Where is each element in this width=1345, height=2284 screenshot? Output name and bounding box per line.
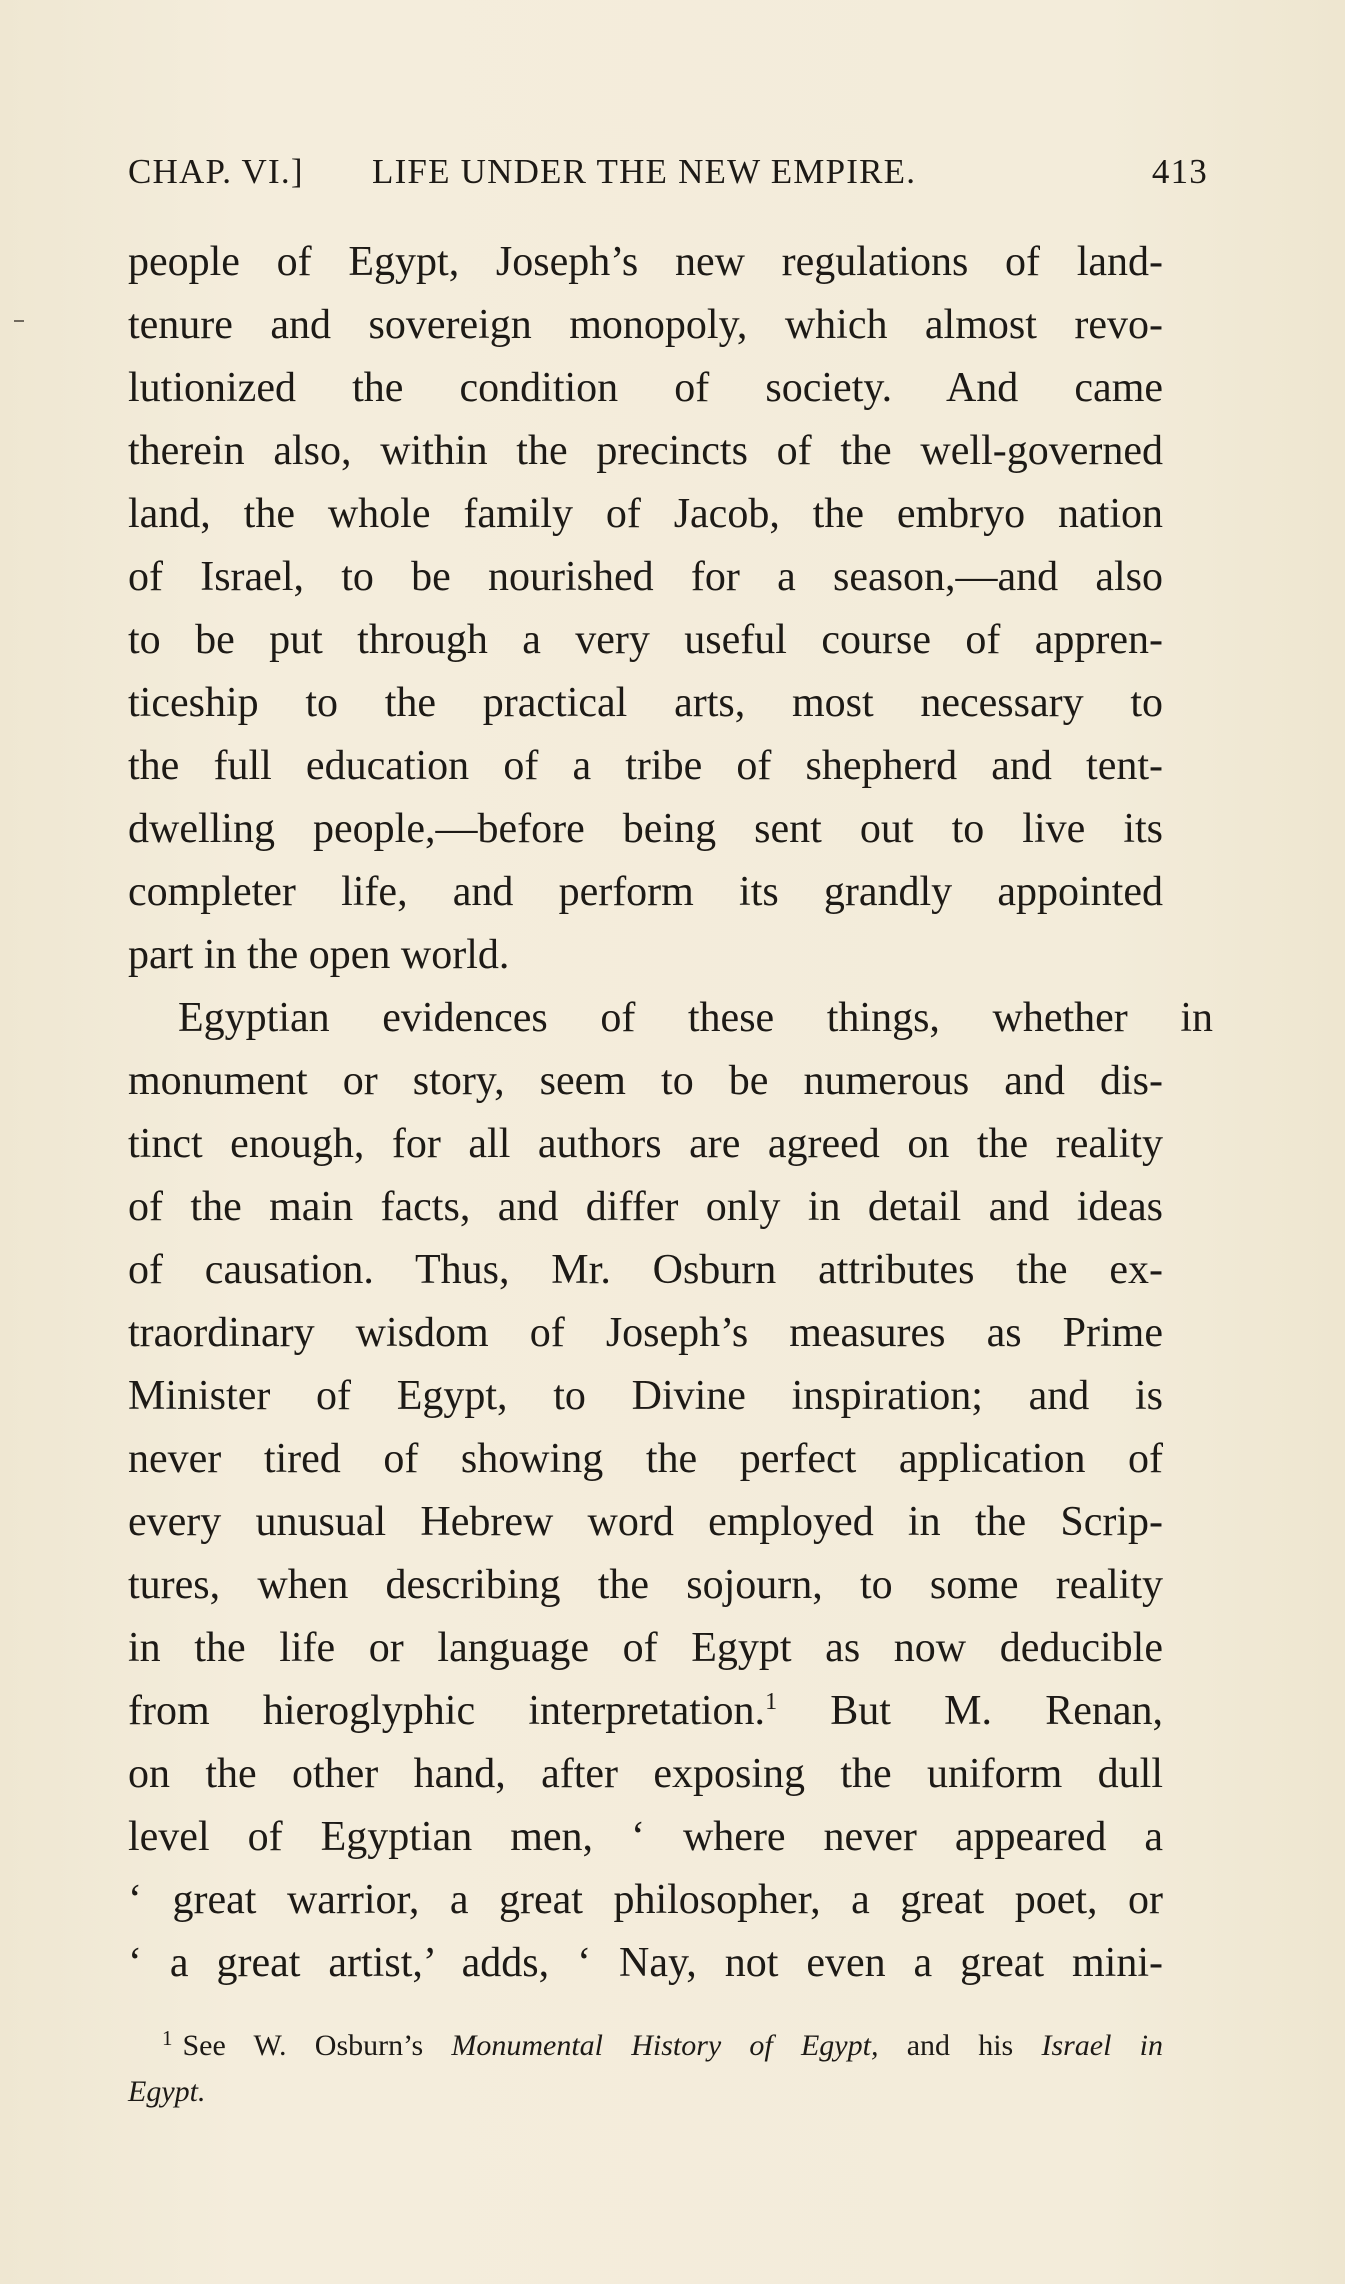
body-line: on the other hand, after exposing the uniform dull xyxy=(128,1751,1163,1797)
body-line: of causation. Thus, Mr. Osburn attributes the ex- xyxy=(128,1247,1163,1293)
body-line: Minister of Egypt, to Divine inspiration; and is xyxy=(128,1373,1163,1419)
body-line: tures, when describing the sojourn, to some reality xyxy=(128,1562,1163,1608)
footnote-title: Monumental History of Egypt, xyxy=(451,2029,879,2062)
paragraph-end-line: part in the open world. xyxy=(128,932,510,978)
footnote-marker: 1 xyxy=(162,2026,173,2050)
footnote-reference: 1 xyxy=(765,1689,778,1715)
footnote-title: Egypt. xyxy=(128,2075,206,2108)
body-line: to be put through a very useful course of appren- xyxy=(128,617,1163,663)
body-line: of Israel, to be nourished for a season,—and also xyxy=(128,554,1163,600)
footnote-line xyxy=(128,2023,1163,2069)
body-line: tenure and sovereign monopoly, which almost revo- xyxy=(128,302,1163,348)
body-line: every unusual Hebrew word employed in the Scrip- xyxy=(128,1499,1163,1545)
body-line: therein also, within the precincts of the well-governed xyxy=(128,428,1163,474)
body-line-part: from hieroglyphic interpretation. xyxy=(128,1688,766,1734)
footnote-text: See W. Osburn’s xyxy=(182,2029,452,2062)
footnote-title: Israel in xyxy=(1041,2029,1164,2062)
running-header xyxy=(128,142,1208,202)
body-line: lutionized the condition of society. And came xyxy=(128,365,1163,411)
paragraph-start-line: Egyptian evidences of these things, whether in xyxy=(178,995,1213,1041)
running-title: LIFE UNDER THE NEW EMPIRE. xyxy=(372,152,917,191)
page-number: 413 xyxy=(1151,152,1208,191)
footnote-text: and his xyxy=(878,2029,1042,2062)
body-line: level of Egyptian men, ‘ where never appeared a xyxy=(128,1814,1163,1860)
body-line: dwelling people,—before being sent out to live its xyxy=(128,806,1163,852)
body-line-part: But M. Renan, xyxy=(830,1688,1163,1734)
body-line: land, the whole family of Jacob, the embryo nation xyxy=(128,491,1163,537)
body-line: never tired of showing the perfect application of xyxy=(128,1436,1163,1482)
body-line: ticeship to the practical arts, most necessary to xyxy=(128,680,1163,726)
body-line: people of Egypt, Joseph’s new regulations of land- xyxy=(128,239,1163,285)
body-line: the full education of a tribe of shepherd and tent- xyxy=(128,743,1163,789)
chapter-label: CHAP. VI.] xyxy=(128,152,304,191)
body-line: in the life or language of Egypt as now deducible xyxy=(128,1625,1163,1671)
body-line: of the main facts, and differ only in detail and ideas xyxy=(128,1184,1163,1230)
margin-mark xyxy=(14,320,24,322)
body-line: ‘ great warrior, a great philosopher, a great poet, or xyxy=(128,1877,1163,1923)
footnote-line xyxy=(128,2069,1163,2115)
body-line: completer life, and perform its grandly appointed xyxy=(128,869,1163,915)
body-line: ‘ a great artist,’ adds, ‘ Nay, not even a great mini- xyxy=(128,1940,1163,1986)
body-line: traordinary wisdom of Joseph’s measures as Prime xyxy=(128,1310,1163,1356)
body-line-with-footnote-ref xyxy=(128,1680,1163,1742)
body-line: tinct enough, for all authors are agreed on the reality xyxy=(128,1121,1163,1167)
body-line: monument or story, seem to be numerous and dis- xyxy=(128,1058,1163,1104)
